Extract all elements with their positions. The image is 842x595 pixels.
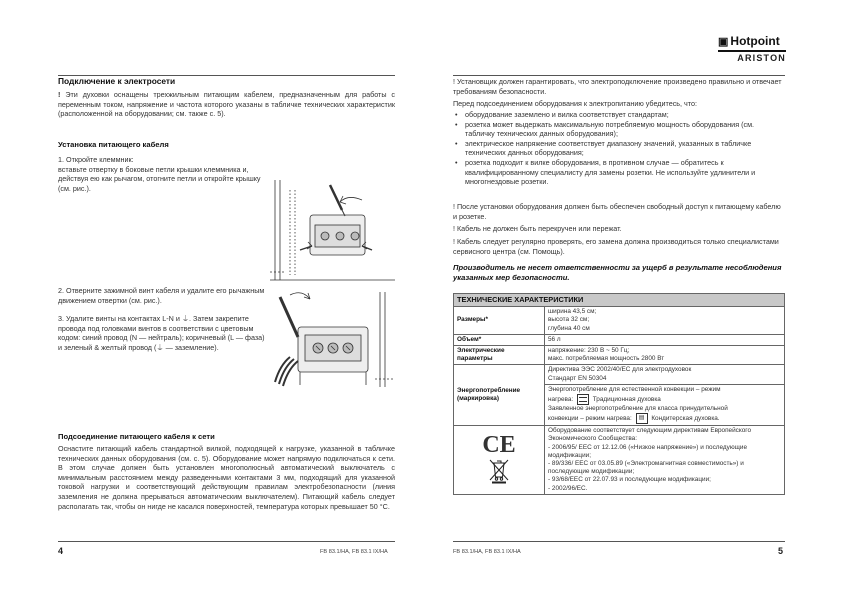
right-top-rule — [453, 75, 785, 76]
step1-paragraph — [58, 155, 266, 193]
step1-heading: 1. Откройте клеммник: — [58, 155, 134, 164]
energy-line: нагрева: — [548, 396, 574, 404]
right-bottom-rule — [453, 541, 785, 542]
list-item: • электрическое напряжение соответствует диапазону значений, указанных в табличке технических данных оборудования; — [453, 139, 785, 158]
ce-line: Оборудование соответствует следующим директивам Европейского Экономического Сообщества: — [548, 427, 752, 443]
checklist — [453, 110, 785, 187]
volume-label: Объем* — [454, 334, 545, 345]
step2-text: 2. Отверните зажимной винт кабеля и удалите его рычажным движением отвертки (см. рис.). — [58, 286, 265, 305]
energy-line: Традиционная духовка — [592, 396, 661, 404]
energy-line: Заявленное энергопотребление для класса принудительной — [548, 405, 728, 413]
list-item: • розетка подходит к вилке оборудования, в противном случае — обратитесь к квалифицированному специалисту для замены розетки. Не используйте удлинители и многогнездовые розетки. — [453, 158, 785, 187]
list-item: • розетка может выдержать максимальную потребляемую мощность оборудования (см. табличку технических данных оборудования); — [453, 120, 785, 139]
energy-line: конвекции – режим нагрева: — [548, 415, 632, 423]
pastry-oven-icon: ▤ — [636, 413, 648, 424]
intro-text: Эти духовки оснащены трехжильным питающим кабелем, предназначенным для работы с переменным током, напряжение и частота которого указаны в табличке технических характеристик (расположенной на оборудовании; см. также с. 5). — [58, 90, 395, 119]
volume-value: 56 л — [545, 334, 785, 345]
ce-line: - 93/68/EEC от 22.07.93 и последующие модификации; — [548, 476, 711, 484]
table-row — [454, 346, 785, 365]
step1-text: вставьте отвертку в боковые петли крышки клеммника и, действуя ею как рычагом, отогните петли и откройте крышку (см. рис.). — [58, 164, 261, 193]
size-line: высота 32 см; — [548, 316, 590, 324]
table-row — [454, 426, 785, 495]
electric-connection-title: Подключение к электросети — [58, 76, 176, 86]
liability-notice: Производитель не несет ответственности за ущерб в результате несоблюдения указанных мер безопасности. — [453, 263, 782, 282]
energy-line: Кондитерская духовка. — [651, 415, 720, 423]
energy-standard: Стандарт EN 50304 — [548, 374, 607, 382]
size-line: ширина 43,5 см; — [548, 308, 597, 316]
table-row — [454, 365, 785, 384]
ce-line: - 2002/96/EC. — [548, 484, 588, 492]
energy-directive: Директива ЭЭС 2002/40/EC для электродуховок — [548, 366, 692, 374]
grid-connection-title: Подсоединение питающего кабеля к сети — [58, 432, 215, 441]
terminal-wiring-figure — [270, 287, 395, 392]
access-warning: ! После установки оборудования должен быть обеспечен свободный доступ к питающему кабелю и розетке. — [453, 202, 781, 221]
brand-name: Hotpoint — [730, 34, 780, 48]
intro-paragraph — [58, 90, 395, 119]
electrical-label: Электрические параметры — [454, 346, 545, 365]
electrical-line: макс. потребляемая мощность 2800 Вт — [548, 355, 665, 363]
warning-mark: ! — [58, 90, 61, 99]
ce-line: - 2006/95/ EEC от 12.12.06 («Низкое напряжение») и последующие модификации; — [548, 443, 748, 459]
energy-label: Энергопотребление (маркировка) — [454, 365, 545, 426]
ce-mark: CE — [482, 432, 516, 459]
spec-table — [453, 293, 785, 495]
cable-install-title: Установка питающего кабеля — [58, 140, 169, 149]
terminal-open-figure — [270, 180, 395, 285]
installer-warning: ! Установщик должен гарантировать, что электроподключение произведено правильно и отвечает требованиям безопасности. — [453, 77, 782, 96]
grid-connection-text: Оснастите питающий кабель стандартной вилкой, подходящей к нагрузке, указанной в табличке технических данных оборудования (см. с. 5). Оборудование может напрямую подключаться к сети. В этом случае должен быть установлен многополюсный автоматический выключатель с минимальным расстоянием между разведенными контактами 3 мм, подходящий для указанной токовой нагрузки и соответствующий действующим правилам электробезопасности (линия заземления не должна прерываться автоматическим выключателем). Питающий кабель следует располагать так, чтобы он нигде не касался поверхностей, температура которых превышает 50 °C. — [58, 444, 395, 511]
size-label: Размеры* — [454, 307, 545, 335]
page-number-right: 5 — [778, 546, 784, 556]
brand-sub: ARISTON — [718, 50, 786, 63]
weee-bin-icon — [488, 458, 510, 484]
brand-logo — [718, 34, 786, 63]
list-item: • оборудование заземлено и вилка соответствует стандартам; — [453, 110, 785, 120]
model-footer-left: FB 83.1/HA, FB 83.1 IX/HA — [320, 549, 388, 555]
model-footer-right: FB 83.1/HA, FB 83.1 IX/HA — [453, 549, 521, 555]
energy-line: Энергопотребление для естественной конвекции – режим — [548, 385, 721, 393]
spec-table-header: ТЕХНИЧЕСКИЕ ХАРАКТЕРИСТИКИ — [454, 294, 785, 307]
brand-mark-icon: ▣ — [718, 35, 729, 48]
page-number-left: 4 — [58, 546, 64, 556]
conventional-oven-icon — [577, 394, 589, 405]
table-row — [454, 334, 785, 345]
cable-check-warning: ! Кабель следует регулярно проверять, его замена должна производиться только специалистами сервисного центра (см. Помощь). — [453, 237, 779, 256]
left-bottom-rule — [58, 541, 395, 542]
step3-text: 3. Удалите винты на контактах L-N и ⏚. Затем закрепите провода под головками винтов в соответствии с цветовым кодом: синий провод (N — нейтраль); коричневый (L — фаза) и зеленый & желтый провод (⏚ — заземление). — [58, 314, 265, 352]
table-row — [454, 307, 785, 335]
electrical-line: напряжение: 230 В ~ 50 Гц; — [548, 347, 630, 355]
ce-weee-cell — [454, 426, 545, 495]
cable-twist-warning: ! Кабель не должен быть перекручен или пережат. — [453, 224, 622, 233]
ce-line: - 89/336/ EEC от 03.05.89 («Электромагнитная совместимость») и последующие модификации; — [548, 460, 744, 476]
before-connection-text: Перед подсоединением оборудования к электропитанию убедитесь, что: — [453, 99, 697, 108]
size-line: глубина 40 см — [548, 324, 590, 332]
